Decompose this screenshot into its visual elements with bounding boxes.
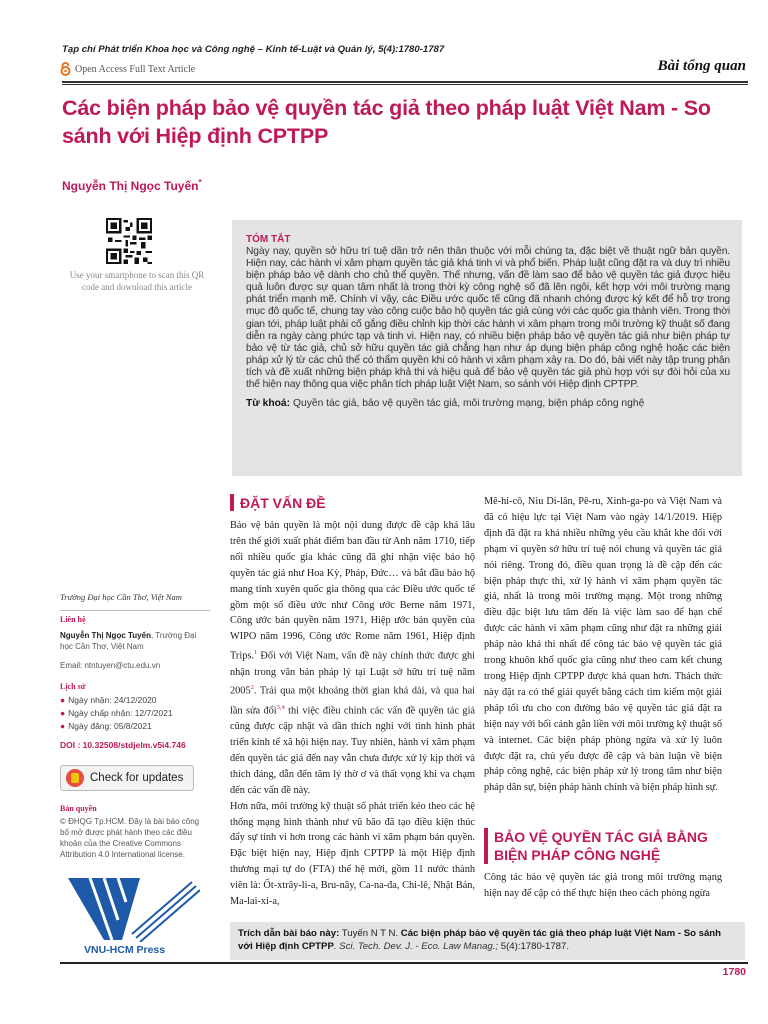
- bullet-icon: ●: [60, 695, 66, 705]
- accepted-date: Ngày chấp nhận: 12/7/2021: [68, 708, 173, 718]
- author-mark: *: [198, 178, 202, 187]
- open-access-label: Open Access Full Text Article: [75, 63, 196, 75]
- reference-link[interactable]: 2: [250, 684, 254, 692]
- citation-pages: 5(4):1780-1787.: [498, 941, 570, 952]
- intro-text-c: . Trải qua một khoảng thời gian khá dài, và qua hai lần sửa đổi: [230, 685, 475, 717]
- check-updates-label: Check for updates: [90, 772, 184, 784]
- publisher-name: VNU-HCM Press: [84, 944, 166, 956]
- citation-journal: . Sci. Tech. Dev. J. - Eco. Law Manag.;: [333, 941, 499, 952]
- article-title: Các biện pháp bảo vệ quyền tác giả theo pháp luật Việt Nam - So sánh với Hiệp định CPTPP: [62, 96, 711, 148]
- open-access-line: [60, 62, 195, 76]
- intro-paragraph-3: Mê-hi-cô, Niu Di-lân, Pê-ru, Xinh-ga-po và Việt Nam và đã có hiệu lực tại Việt Nam vào ngày 14/1/2019. Hiệp định đã đặt ra khá nhiều những yêu cầu khắt khe đối với phạm vi quyền sở hữu trí tuệ nói chung và quyền tác giả nói riêng. Trong đó, điều quan trọng là đề cập đến các biện pháp thực thi, xử lý hành vi xâm phạm quyền tác giả, nhất là trong môi trường mạng. Một trong những điều đặc biệt lưu tâm đến là việc làm sao để hạn chế được các hành vi xâm phạm cũng như đặt ra những giải pháp nào khả thi nhất để công tác bảo vệ quyền tác giả trong khuôn khổ quốc gia cũng như theo cam kết chung trong Hiệp định CPTPP được khả quan hơn. Thách thức này đặt ra có thể giải quyết bằng cách tìm kiếm một giải pháp tối ưu cho con đường bảo vệ quyền tác giả đặt ra hiện nay với bối cảnh gắn liền với môi trường kỹ thuật số và internet. Các biện pháp phòng ngừa và xử lý luôn được đặt ra, chủ yếu được đề cập và bàn luận về biện pháp công nghệ, các biện pháp xử lý trong tâm như biện pháp dân sự, biện pháp hành chính và biện pháp hình sự.: [484, 496, 722, 794]
- contact-name: Nguyễn Thị Ngọc Tuyến: [60, 631, 151, 640]
- check-for-updates-button[interactable]: [60, 765, 194, 791]
- section-bar: [230, 494, 234, 511]
- journal-header: Tạp chí Phát triển Khoa học và Công nghệ – Kinh tế-Luật và Quản lý, 5(4):1780-1787: [62, 44, 445, 55]
- citation-label: Trích dẫn bài báo này:: [238, 928, 340, 939]
- keywords-text: Quyền tác giả, bảo vệ quyền tác giả, môi trường mạng, biện pháp công nghệ: [292, 398, 645, 410]
- history-accepted: [60, 707, 173, 720]
- vnu-hcm-press-logo-icon: [60, 876, 200, 942]
- bullet-icon: ●: [60, 721, 66, 731]
- abstract-body: Ngày nay, quyền sở hữu trí tuệ dần trở nên thân thuộc với mỗi chúng ta, đặc biệt về thuật ngữ bản quyền. Hiện nay, các hành vi xâm phạm quyền tác giả khá tinh vi và phổ biến. Pháp luật cũng đặt ra và duy trì nhiều biện pháp bảo vệ dành cho chủ thể quyền. Thế nhưng, vấn đề làm sao để bảo vệ quyền tác giả được hiệu quả luôn được sự quan tâm nhất là trong thời kỳ công nghệ số đã lên ngôi, kết hợp với môi trường mạng phát triển mạnh mẽ. Chính vì vậy, các Điều ước quốc tế cũng đã nhanh chóng được ký kết để hỗ trợ trong mục đô quốc tế, chung tay vào công cuộc bảo hộ quyền tác giả cùng với các quốc gia thành viên. Trong thời gian tới, pháp luật phải cố gắng điều chỉnh kịp thời các hành vi xâm phạm trong môi trường kỹ thuật số đang diễn ra ngày càng phức tạp và tinh vi. Hiện nay, có nhiều biện pháp bảo vệ quyền tác giả như biện pháp tự bảo vệ từ tác giả, chủ sở hữu quyền tác giả chẳng hạn như áp dụng biện pháp công nghệ hoặc các biện pháp xử lý từ các chủ thể có thẩm quyền khi có hành vi xâm phạm xảy ra. Do đó, bài viết này tập trung phân tích và đề xuất những biện pháp khả thi và hiệu quả để bảo vệ quyền tác giả phù hợp với sự đòi hỏi của xu thế hiện nay thông qua việc phân tích pháp luật Việt Nam, so sánh với Hiệp định CPTPP.: [246, 246, 730, 391]
- keywords-line: [246, 397, 730, 410]
- citation-box: [230, 922, 745, 960]
- intro-paragraph-2: Hơn nữa, môi trường kỹ thuật số phát triển kéo theo các hệ thống mạng hình thành như vũ bão đã tạo điều kiện thúc đẩy sự tinh vi hơn trong các hành vi xâm phạm bản quyền. Đặc biệt hiện nay, Hiệp định CPTPP là một Hiệp định thương mại tự do (FTA) thế hệ mới, gồm 11 nước thành viên là: Ốt-xtrây-li-a, Bru-nây, Ca-na-đa, Chi-lê, Nhật Bản, Ma-lai-xi-a,: [230, 800, 475, 908]
- header-rule: [62, 81, 748, 83]
- intro-text-d: thì việc điều chỉnh các vấn đề quyền tác giả cũng được cập nhật và dần thích nghi với tình hình phát triển kinh tế xã hội hiện nay. Tuy nhiên, hành vi xâm phạm đến quyền tác giả đến nay vẫn chưa được xử lý kịp thời và thích đáng, dẫn đến tâm lý thờ ơ và thất vọng khi va chạm đến các vấn đề này.: [230, 705, 475, 796]
- sidebar-divider: [60, 610, 210, 611]
- contact-label: Liên hệ: [60, 615, 86, 624]
- history-received: [60, 694, 157, 707]
- bullet-icon: ●: [60, 708, 66, 718]
- body-column-right: [484, 494, 722, 796]
- contact-info: [60, 630, 210, 652]
- open-access-icon: [60, 62, 71, 76]
- section2-paragraph: Công tác bảo vệ quyền tác giả trong môi trường mạng hiện nay để cập có thể thực hiện theo cách phòng ngừa: [484, 872, 722, 899]
- reference-link[interactable]: 3,4: [276, 703, 285, 711]
- intro-paragraph-1: [230, 518, 475, 799]
- page-number: 1780: [722, 966, 746, 978]
- section-bar: [484, 828, 488, 864]
- footer-rule: [60, 962, 748, 964]
- copyright-label: Bản quyền: [60, 804, 97, 813]
- copyright-text: © ĐHQG Tp.HCM. Đây là bài báo công bố mở được phát hành theo các điều khoản của the Creative Commons Attribution 4.0 International license.: [60, 817, 200, 859]
- intro-text-a: Bảo vệ bản quyền là một nội dung được đề cập khá lâu trên thế giới xuất phát điểm ban đầu từ Anh năm 1710, tiếp nối nhiều quốc gia khác cũng đã ghi nhận việc bảo hộ quyền tác giả như Hoa Kỳ, Pháp, Đức… và bắt đầu bảo hộ mang tính xuyên quốc gia thông qua các Điều ước quốc tế gồm một số điều ước như Công ước Berne năm 1971, Công ước bản quyền năm 1971, Hiệp ước bản quyền của WIPO năm 1996, Công ước Rome năm 1961, Hiệp định Trips.: [230, 520, 475, 662]
- citation-title: Các biện pháp bảo vệ quyền tác giả theo pháp luật Việt Nam - So sánh với Hiệp định CPTPP: [238, 928, 722, 952]
- contact-affiliation: , Trường Đại học Cần Thơ, Việt Nam: [60, 631, 197, 651]
- author-name: [62, 178, 202, 193]
- qr-code-icon[interactable]: [106, 218, 152, 264]
- header-rule-thin: [62, 84, 748, 85]
- keywords-label: Từ khoá:: [246, 398, 291, 410]
- history-label: Lịch sử: [60, 682, 86, 691]
- section-heading-intro: ĐẶT VẤN ĐỀ: [240, 495, 326, 511]
- author-name-text: Nguyễn Thị Ngọc Tuyến: [62, 179, 199, 193]
- contact-email[interactable]: Email: ntntuyen@ctu.edu.vn: [60, 661, 161, 670]
- intro-text-b: Đối với Việt Nam, vấn đề này chính thức được ghi nhận trong văn bản pháp lý tại Luật sở hữu trí tuệ năm 2005: [230, 650, 475, 697]
- check-updates-icon: [66, 769, 84, 787]
- article-type: Bài tổng quan: [657, 58, 746, 74]
- abstract-heading: TÓM TẮT: [246, 234, 291, 245]
- doi-link[interactable]: DOI : 10.32508/stdjelm.v5i4.746: [60, 740, 186, 750]
- received-date: Ngày nhận: 24/12/2020: [68, 695, 157, 705]
- qr-caption: Use your smartphone to scan this QR code and download this article: [69, 270, 205, 292]
- body-column-left: [230, 518, 475, 910]
- history-published: [60, 720, 152, 733]
- abstract-box: [232, 220, 742, 476]
- sidebar-affiliation: Trường Đại học Cần Thơ, Việt Nam: [60, 592, 182, 602]
- reference-link[interactable]: 1: [253, 649, 258, 657]
- section-heading-technology: BẢO VỆ QUYỀN TÁC GIẢ BẰNG BIỆN PHÁP CÔNG NGHỆ: [494, 829, 708, 863]
- citation-authors: Tuyến N T N.: [339, 928, 401, 939]
- published-date: Ngày đăng: 05/8/2021: [68, 721, 152, 731]
